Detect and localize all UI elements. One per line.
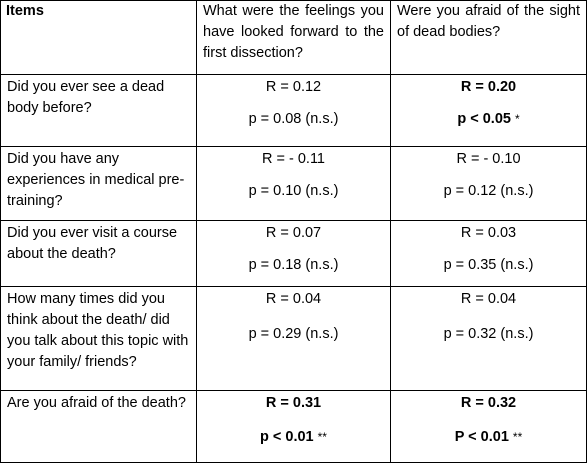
p-value: p = 0.35 (n.s.) — [443, 257, 534, 273]
p-value: p < 0.01 — [260, 429, 314, 445]
header-afraid-text: Were you afraid of the sight of dead bodies? — [397, 3, 580, 40]
row-col3-values — [391, 75, 587, 147]
p-value: p = 0.10 (n.s.) — [248, 183, 339, 199]
row-col3-values — [391, 287, 587, 391]
row-item-label: Did you ever see a dead body before? — [1, 75, 197, 147]
row-item-label: Did you ever visit a course about the death? — [1, 221, 197, 287]
table-row — [1, 221, 587, 287]
p-value: p = 0.18 (n.s.) — [248, 257, 339, 273]
table-row — [1, 147, 587, 221]
row-col2-values — [197, 287, 391, 391]
r-value: R = 0.03 — [460, 225, 517, 241]
header-afraid-question — [391, 1, 587, 75]
r-value: R = 0.32 — [460, 395, 517, 411]
p-value: p = 0.12 (n.s.) — [443, 183, 534, 199]
table-row — [1, 287, 587, 391]
row-col3-values — [391, 391, 587, 463]
significance-marker: * — [514, 112, 520, 126]
r-value: R = 0.31 — [265, 395, 322, 411]
header-feelings-text: What were the feelings you have looked forward to the first dissection? — [203, 3, 384, 61]
header-items: Items — [1, 1, 197, 75]
row-item-label: How many times did you think about the death/ did you talk about this topic with your family/ friends? — [1, 287, 197, 391]
row-col2-values — [197, 391, 391, 463]
p-value: p < 0.05 — [457, 111, 511, 127]
p-value: p = 0.29 (n.s.) — [248, 326, 339, 342]
table-row — [1, 75, 587, 147]
row-item-label: Are you afraid of the death? — [1, 391, 197, 463]
r-value: R = - 0.11 — [262, 151, 325, 167]
table-row — [1, 391, 587, 463]
r-value: R = 0.04 — [460, 291, 517, 307]
p-value: p = 0.08 (n.s.) — [248, 111, 339, 127]
r-value: R = - 0.10 — [456, 151, 521, 167]
row-col3-values — [391, 147, 587, 221]
row-col2-values — [197, 75, 391, 147]
significance-marker: ** — [512, 430, 523, 444]
r-value: R = 0.07 — [265, 225, 322, 241]
r-value: R = 0.20 — [460, 79, 517, 95]
row-col2-values — [197, 147, 391, 221]
r-value: R = 0.12 — [265, 79, 322, 95]
r-value: R = 0.04 — [265, 291, 322, 307]
row-col2-values — [197, 221, 391, 287]
p-value: p = 0.32 (n.s.) — [443, 326, 534, 342]
row-col3-values — [391, 221, 587, 287]
header-row — [1, 1, 587, 75]
header-feelings-question — [197, 1, 391, 75]
row-item-label: Did you have any experiences in medical pre-training? — [1, 147, 197, 221]
significance-marker: ** — [317, 430, 327, 444]
p-value: P < 0.01 — [454, 429, 509, 445]
